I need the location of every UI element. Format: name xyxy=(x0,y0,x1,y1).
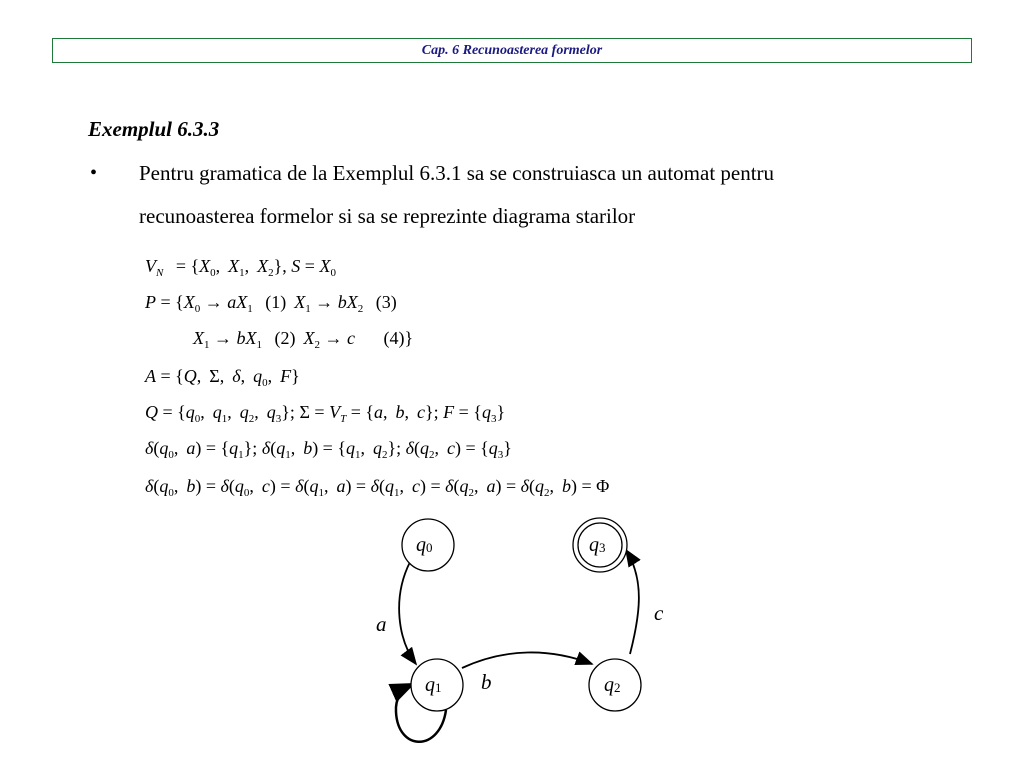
state-q3 xyxy=(573,518,627,572)
edge-q0-q1 xyxy=(399,562,416,664)
formula-nonterminals: $V_N = \{X_0$, $X_1$, $X_2$}, $S = X_0$ xyxy=(145,256,336,279)
state-q1 xyxy=(411,659,463,711)
state-q0 xyxy=(402,519,454,571)
edge-label-b: b xyxy=(481,670,492,694)
edge-label-c: c xyxy=(654,601,664,625)
formula-productions-2: $X_1 \to bX_1$ (2) $X_2 \to c$ (4)} xyxy=(193,328,414,351)
formula-automaton: A = {Q, Σ, δ, $q_0$, F} xyxy=(145,366,300,389)
problem-statement-line-1: Pentru gramatica de la Exemplul 6.3.1 sa se construiasca un automat pentru xyxy=(139,161,775,185)
formula-sets: $Q = \{q_0$, $q_1$, $q_2$, $q_3$}; $\Sigma = V_T = \{a$, b, c}; $F = \{q_3\}$ xyxy=(145,402,506,425)
edge-q1-q2 xyxy=(462,652,592,668)
state-q1-label: q1 xyxy=(425,674,442,696)
formula-transitions: $\delta(q_0$, $a) = \{q_1\}$; $\delta(q_1$, $b) = \{q_1$, $q_2$}; $\delta(q_2$, $c) = \{q_3\}$ xyxy=(145,438,512,461)
state-q2-label: q2 xyxy=(604,674,621,696)
formula-productions-1: $P = \{X_0 \to aX_1$ (1) $X_1 \to bX_2$ (3) xyxy=(145,292,397,315)
formula-empty-transitions: $\delta(q_0$, $b) = \delta(q_0$, $c) = \delta(q_1$, $a) = \delta(q_1$, $c) = \delta(q_2$, $a) = \delta(q_2$, b) = Φ xyxy=(145,476,610,499)
chapter-title: Cap. 6 Recunoasterea formelor xyxy=(421,42,603,58)
problem-statement-line-2: recunoasterea formelor si sa se reprezinte diagrama starilor xyxy=(139,204,636,228)
state-q3-label: q3 xyxy=(589,534,606,556)
state-q0-label: q0 xyxy=(416,534,433,556)
bullet-marker: • xyxy=(90,162,98,184)
edge-label-a: a xyxy=(376,612,387,636)
edge-q2-q3 xyxy=(626,550,639,654)
example-title: Exemplul 6.3.3 xyxy=(88,117,220,141)
state-q2 xyxy=(589,659,641,711)
